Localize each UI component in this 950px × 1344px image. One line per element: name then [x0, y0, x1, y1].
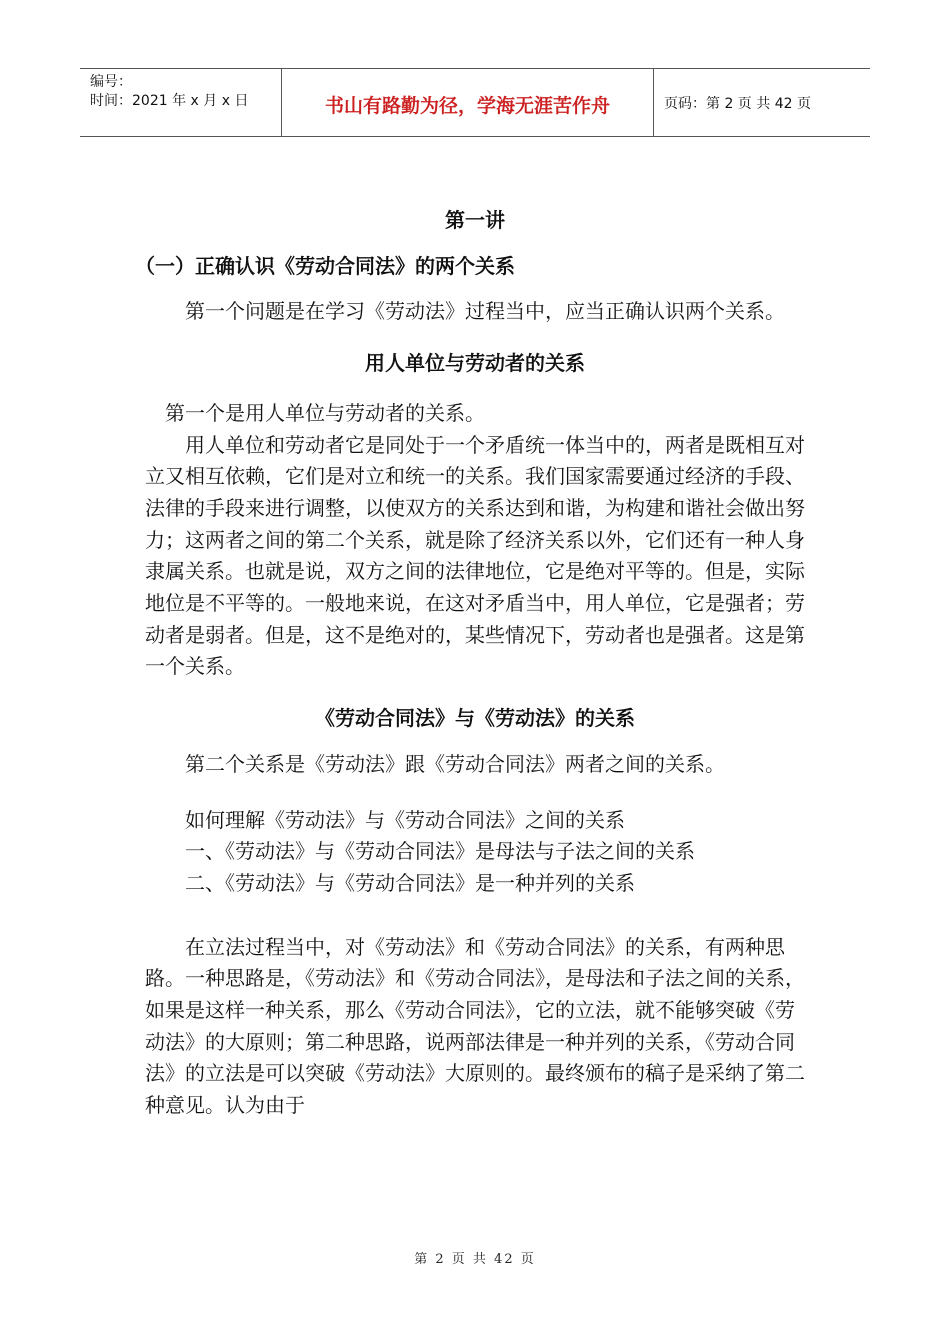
question-heading: 如何理解《劳动法》与《劳动合同法》之间的关系 [185, 807, 625, 832]
subsection1-heading: 用人单位与劳动者的关系 [365, 351, 585, 376]
page-footer: 第 2 页 共 42 页 [414, 1252, 536, 1267]
header-meta-cell [80, 69, 282, 136]
header-motto-cell [282, 69, 654, 136]
page-info: 页码：第 2 页 共 42 页 [664, 96, 811, 112]
point-one: 一、《劳动法》与《劳动合同法》是母法与子法之间的关系 [185, 839, 695, 864]
motto-text: 书山有路勤为径，学海无涯苦作舟 [324, 95, 610, 117]
subsection1-body: 用人单位和劳动者它是同处于一个矛盾统一体当中的，两者是既相互对立又相互依赖，它们是对立和统一的关系。我们国家需要通过经济的手段、法律的手段来进行调整，以使双方的关系达到和谐，为构建和谐社会做出努力；这两者之间的第二个关系，就是除了经济关系以外，它们还有一种人身隶属关系。也就是说，双方之间的法律地位，它是绝对平等的。但是，实际地位是不平等的。一般地来说，在这对矛盾当中，用人单位，它是强者；劳动者是弱者。但是，这不是绝对的，某些情况下，劳动者也是强者。这是第一个关系。 [145, 432, 805, 679]
header-page-cell [654, 69, 870, 136]
intro-paragraph: 第一个问题是在学习《劳动法》过程当中，应当正确认识两个关系。 [185, 299, 785, 324]
subsection1-first-line: 第一个是用人单位与劳动者的关系。 [165, 400, 485, 425]
lecture-title: 第一讲 [445, 208, 505, 232]
final-paragraph: 在立法过程当中，对《劳动法》和《劳动合同法》的关系，有两种思路。一种思路是，《劳动法》和《劳动合同法》，是母法和子法之间的关系，如果是这样一种关系，那么《劳动合同法》，它的立法，就不能够突破《劳动法》的大原则；第二种思路，说两部法律是一种并列的关系，《劳动合同法》的立法是可以突破《劳动法》大原则的。最终颁布的稿子是采纳了第二种意见。认为由于 [145, 934, 805, 1118]
page-header [80, 68, 870, 137]
document-body [135, 205, 805, 1122]
time-label: 时间：2021 年 x 月 x 日 [90, 93, 249, 109]
point-two: 二、《劳动法》与《劳动合同法》是一种并列的关系 [185, 870, 635, 895]
subsection2-paragraph: 第二个关系是《劳动法》跟《劳动合同法》两者之间的关系。 [185, 751, 725, 776]
section1-heading: （一）正确认识《劳动合同法》的两个关系 [135, 253, 515, 278]
number-label: 编号： [90, 74, 132, 90]
subsection2-heading: 《劳动合同法》与《劳动法》的关系 [315, 706, 635, 731]
